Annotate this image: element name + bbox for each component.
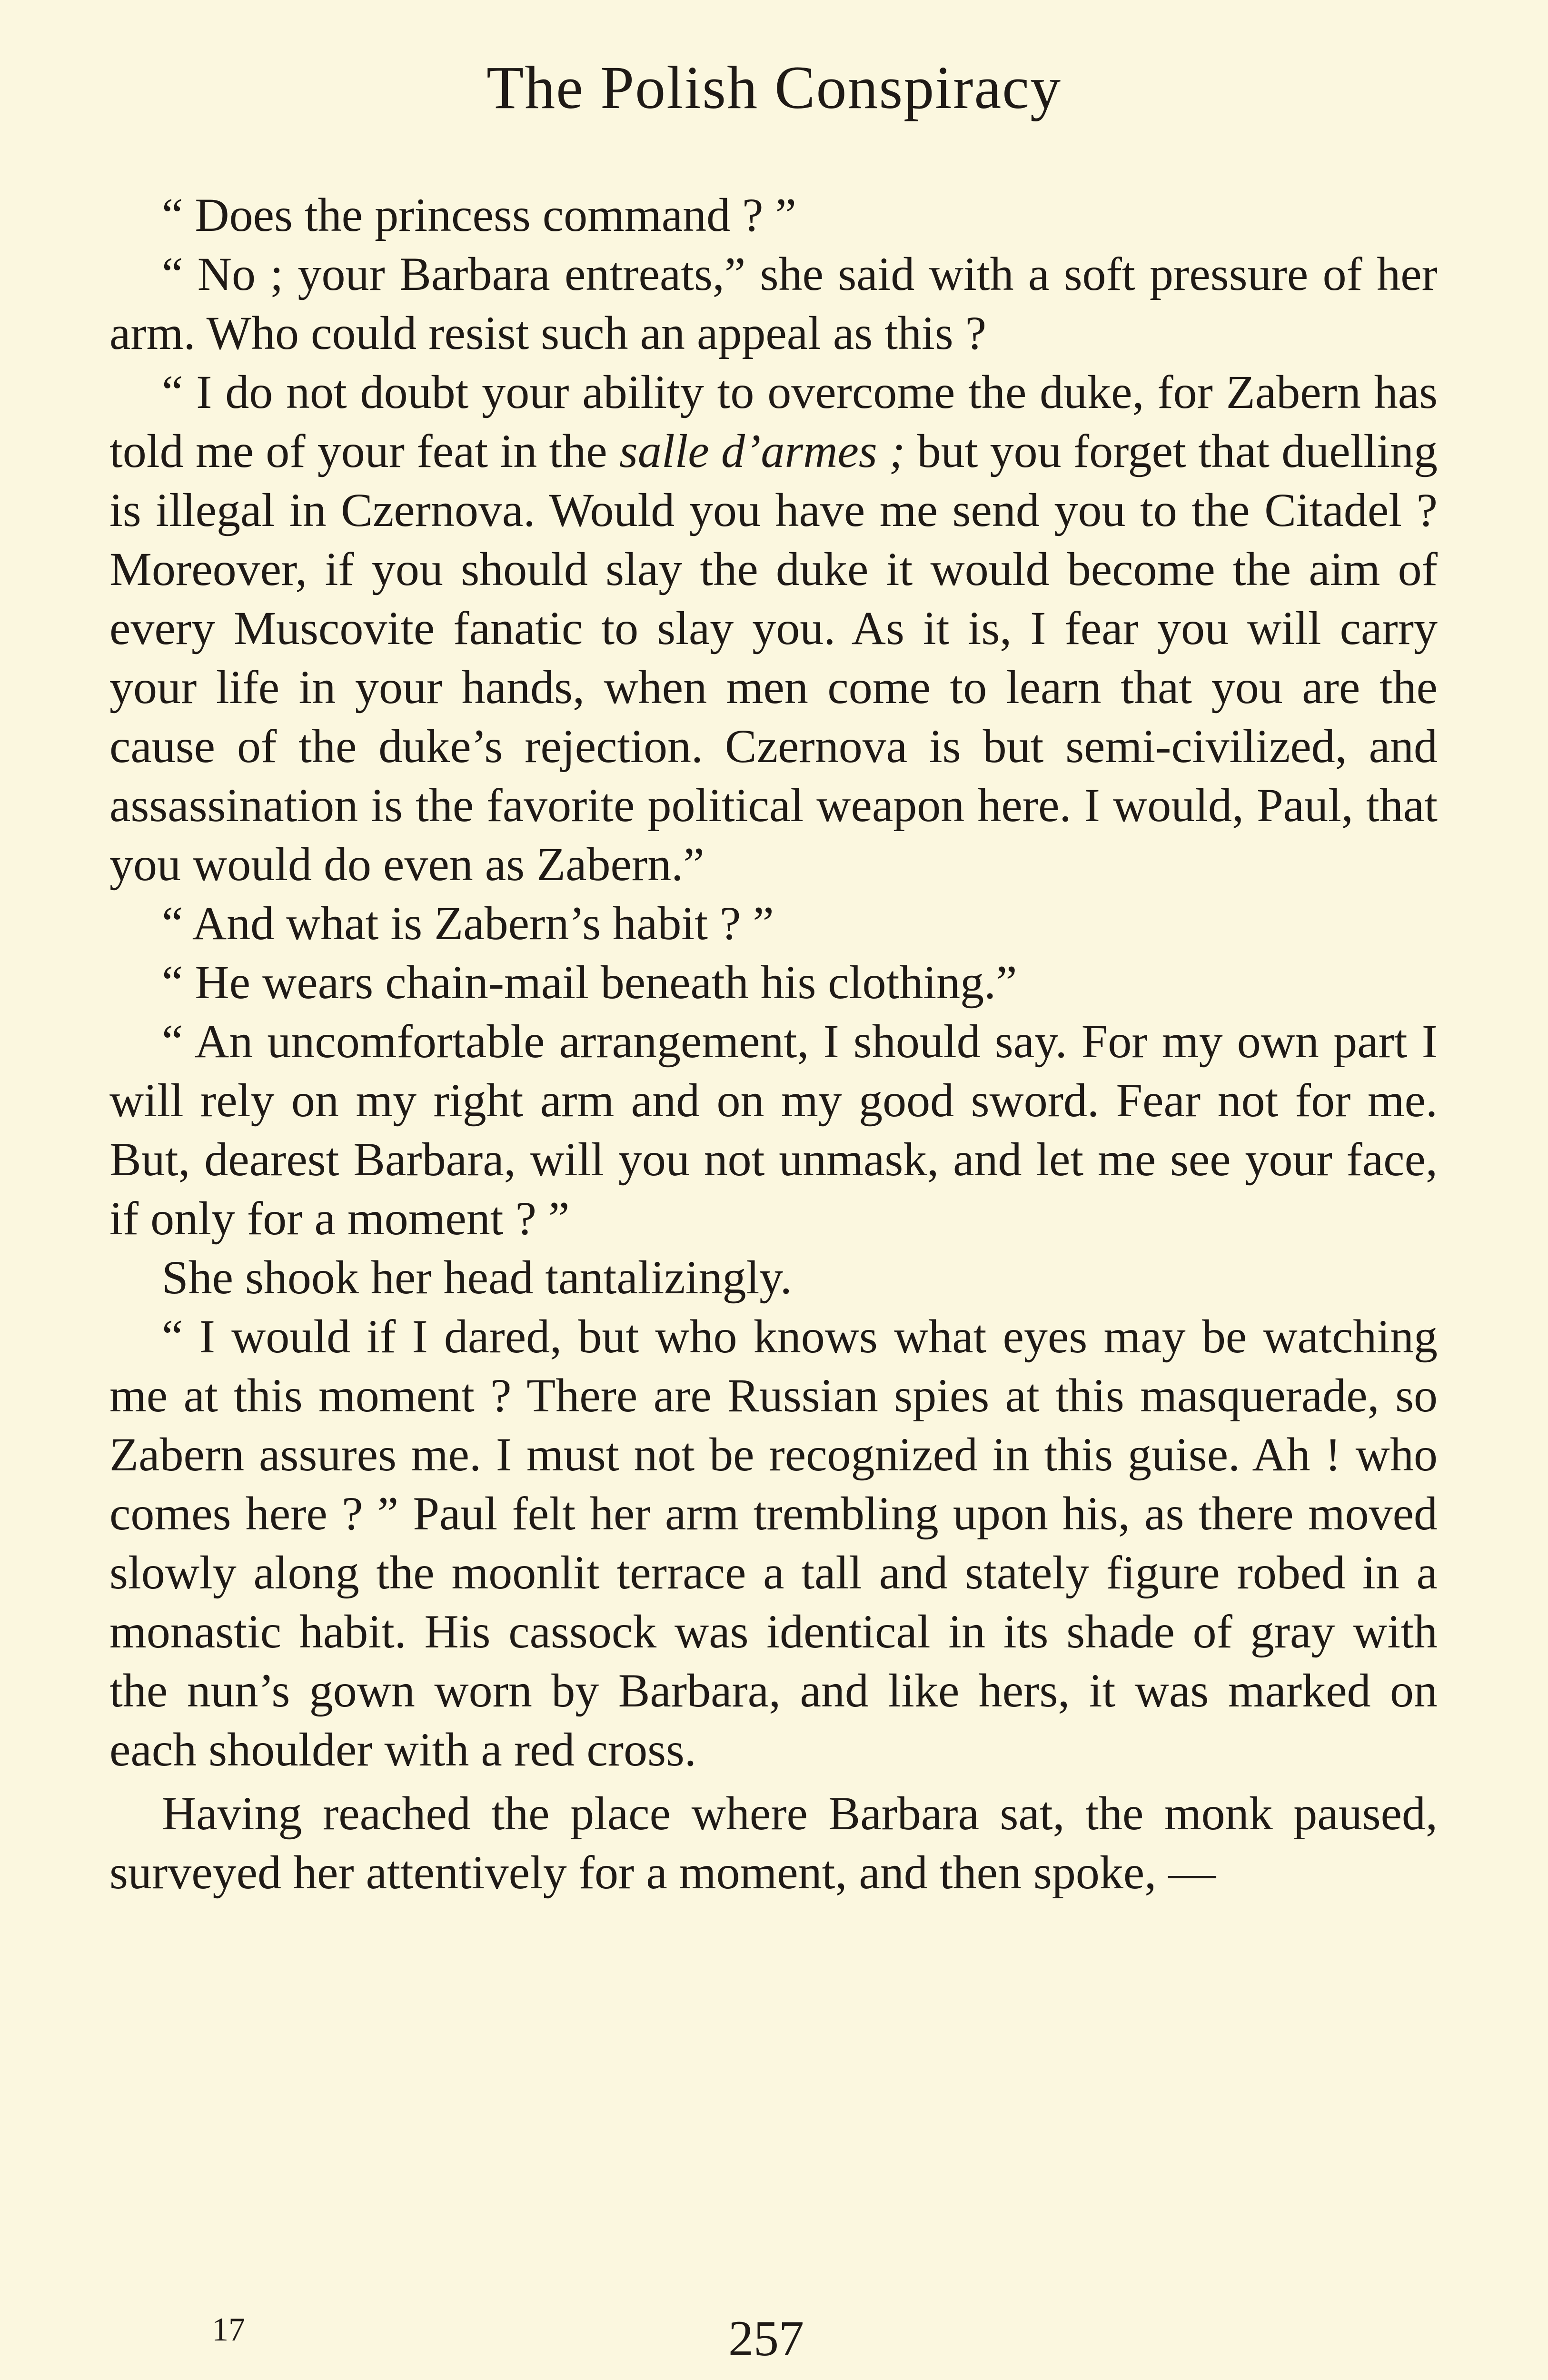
paragraph-8: “ I would if I dared, but who knows what eyes may be watching me at this moment ? There are Russian spies at this masquerade, so Zabern assures me. I must not be recognized in this guise. Ah ! who comes here ? ” Paul felt her arm trembling upon his, as there moved slowly along the moonlit terrace a tall and stately figure robed in a monastic habit. His cassock was identical in its shade of gray with the nun’s gown worn by Barbara, and like hers, it was marked on each shoulder with a red cross. bbox=[109, 1310, 1438, 1776]
signature-mark: 17 bbox=[212, 2311, 245, 2348]
paragraph-1: “ Does the princess command ? ” bbox=[162, 188, 796, 241]
italic-phrase: salle d’armes ; bbox=[619, 425, 905, 477]
paragraph-3-start: “ I do not doubt your ability to overcome the duke, for Zabern has told me of your feat in the bbox=[109, 366, 1438, 477]
page-number: 257 bbox=[728, 2311, 804, 2366]
paragraph-2: “ No ; your Barbara entreats,” she said with a soft pressure of her arm. Who could resist such an appeal as this ? bbox=[109, 248, 1438, 359]
paragraph-3 bbox=[109, 363, 1438, 894]
paragraph-4: “ And what is Zabern’s habit ? ” bbox=[162, 897, 774, 950]
paragraph-5: “ He wears chain-mail beneath his clothing.” bbox=[162, 956, 1017, 1009]
paragraph-9: Having reached the place where Barbara sat, the monk paused, surveyed her attentively for a moment, and then spoke, — bbox=[109, 1787, 1438, 1899]
paragraph-6: “ An uncomfortable arrangement, I should say. For my own part I will rely on my right arm and on my good sword. Fear not for me. But, dearest Barbara, will you not unmask, and let me see your face, if only for a moment ? ” bbox=[109, 1015, 1438, 1245]
running-head: The Polish Conspiracy bbox=[486, 54, 1062, 121]
body-text bbox=[109, 186, 1438, 1902]
paragraph-7: She shook her head tantalizingly. bbox=[162, 1251, 792, 1304]
paragraph-3-end: but you forget that duelling is illegal in Czernova. Would you have me send you to the Citadel ? Moreover, if you should slay the duke it would become the aim of every Muscovite fanatic to slay you. As it is, I fear you will carry your life in your hands, when men come to learn that you are the cause of the duke’s rejection. Czernova is but semi-civilized, and assassination is the favorite political weapon here. I would, Paul, that you would do even as Zabern.” bbox=[109, 425, 1438, 891]
